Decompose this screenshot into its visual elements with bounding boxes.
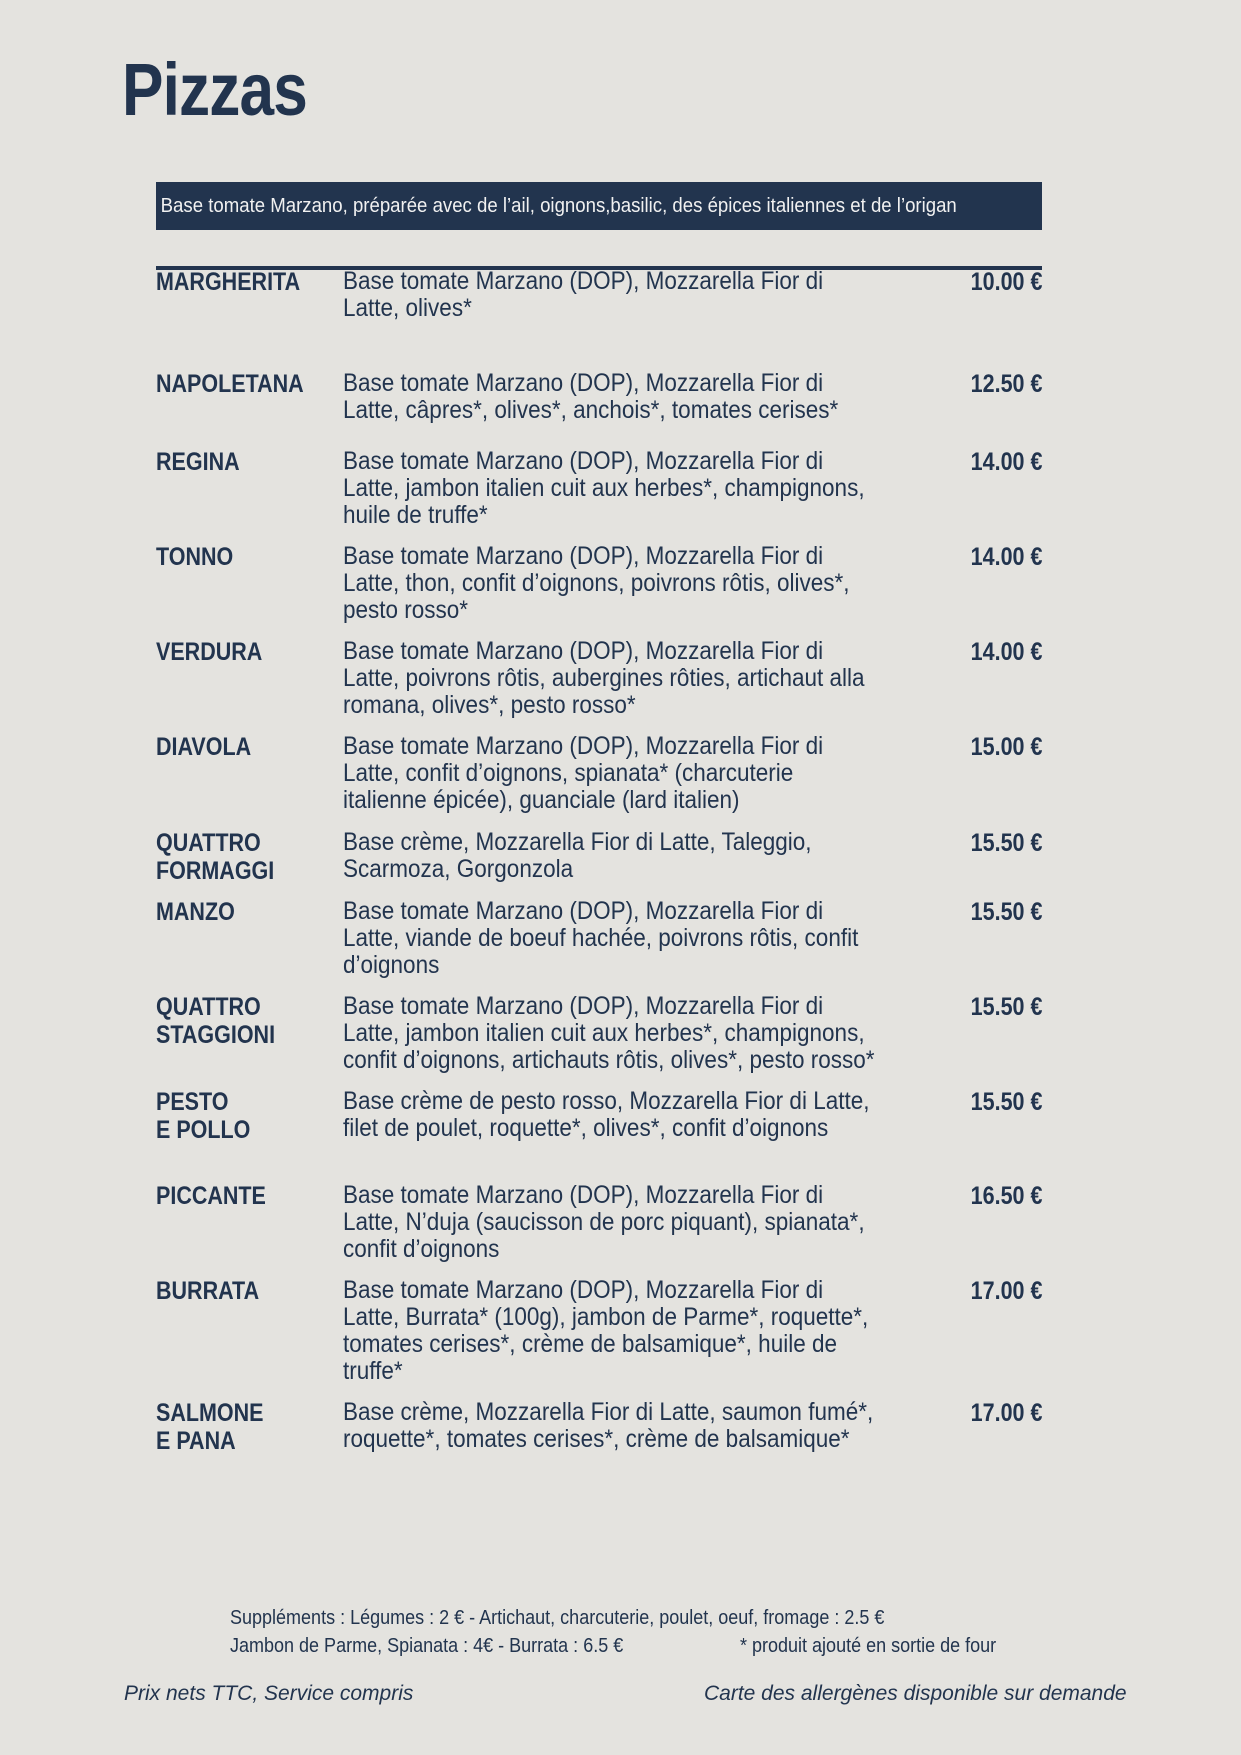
- supplements-line-2: [230, 1632, 1050, 1660]
- item-description: Base tomate Marzano (DOP), Mozzarella Fior di Latte, N’duja (saucisson de porc piquant), spianata*, confit d’oignons: [343, 1181, 865, 1263]
- item-description: Base tomate Marzano (DOP), Mozzarella Fior di Latte, poivrons rôtis, aubergines rôties, artichaut alla romana, olives*, pesto rosso*: [343, 637, 865, 719]
- item-price: 17.00 €: [970, 1277, 1042, 1305]
- asterisk-note: * produit ajouté en sortie de four: [740, 1635, 997, 1657]
- item-name: QUATTRO STAGGIONI: [156, 993, 276, 1049]
- supplements-line-1: [230, 1604, 1050, 1632]
- item-price: 14.00 €: [970, 448, 1042, 476]
- base-description-banner: [156, 182, 1042, 230]
- item-name: VERDURA: [156, 638, 263, 666]
- footer-price-note: Prix nets TTC, Service compris: [124, 1682, 414, 1705]
- item-name: NAPOLETANA: [156, 370, 304, 398]
- supplements-text: Jambon de Parme, Spianata : 4€ - Burrata : 6.5 €: [230, 1635, 624, 1657]
- item-price: 14.00 €: [970, 638, 1042, 666]
- item-price: 10.00 €: [970, 268, 1042, 296]
- item-description: Base crème, Mozzarella Fior di Latte, saumon fumé*, roquette*, tomates cerises*, crème de balsamique*: [343, 1398, 874, 1453]
- item-description: Base tomate Marzano (DOP), Mozzarella Fior di Latte, jambon italien cuit aux herbes*, champignons, confit d’oignons, artichauts rôtis, olives*, pesto rosso*: [343, 992, 875, 1074]
- item-name: PESTO E POLLO: [156, 1088, 251, 1144]
- banner-text: Base tomate Marzano, préparée avec de l’ail, oignons,basilic, des épices italiennes et de l’origan: [160, 195, 957, 217]
- page-title: Pizzas: [122, 48, 307, 131]
- item-name: REGINA: [156, 448, 240, 476]
- item-name: MANZO: [156, 898, 235, 926]
- item-description: Base tomate Marzano (DOP), Mozzarella Fior di Latte, câpres*, olives*, anchois*, tomates cerises*: [343, 369, 839, 424]
- item-description: Base tomate Marzano (DOP), Mozzarella Fior di Latte, viande de boeuf hachée, poivrons rôtis, confit d’oignons: [343, 897, 859, 979]
- item-name: DIAVOLA: [156, 733, 252, 761]
- item-name: BURRATA: [156, 1277, 260, 1305]
- item-price: 15.50 €: [970, 1088, 1042, 1116]
- item-price: 17.00 €: [970, 1399, 1042, 1427]
- item-description: Base crème de pesto rosso, Mozzarella Fior di Latte, filet de poulet, roquette*, olives*, confit d’oignons: [343, 1087, 870, 1142]
- item-price: 15.50 €: [970, 898, 1042, 926]
- item-description: Base tomate Marzano (DOP), Mozzarella Fior di Latte, Burrata* (100g), jambon de Parme*, roquette*, tomates cerises*, crème de balsamique*, huile de truffe*: [343, 1276, 869, 1385]
- item-description: Base tomate Marzano (DOP), Mozzarella Fior di Latte, olives*: [343, 267, 824, 322]
- item-description: Base crème, Mozzarella Fior di Latte, Taleggio, Scarmoza, Gorgonzola: [343, 828, 812, 883]
- item-description: Base tomate Marzano (DOP), Mozzarella Fior di Latte, confit d’oignons, spianata* (charcuterie italienne épicée), guanciale (lard italien): [343, 732, 824, 814]
- item-description: Base tomate Marzano (DOP), Mozzarella Fior di Latte, jambon italien cuit aux herbes*, champignons, huile de truffe*: [343, 447, 865, 529]
- item-price: 15.00 €: [970, 733, 1042, 761]
- item-price: 15.50 €: [970, 829, 1042, 857]
- item-price: 16.50 €: [970, 1182, 1042, 1210]
- item-price: 14.00 €: [970, 543, 1042, 571]
- item-name: QUATTRO FORMAGGI: [156, 829, 275, 885]
- item-name: PICCANTE: [156, 1182, 266, 1210]
- item-description: Base tomate Marzano (DOP), Mozzarella Fior di Latte, thon, confit d’oignons, poivrons rôtis, olives*, pesto rosso*: [343, 542, 850, 624]
- item-price: 12.50 €: [970, 370, 1042, 398]
- item-price: 15.50 €: [970, 993, 1042, 1021]
- item-name: SALMONE E PANA: [156, 1399, 264, 1455]
- supplements-text: Suppléments : Légumes : 2 € - Artichaut, charcuterie, poulet, oeuf, fromage : 2.5 €: [230, 1607, 885, 1629]
- footer-allergens-note: Carte des allergènes disponible sur demande: [704, 1682, 1127, 1705]
- item-name: TONNO: [156, 543, 234, 571]
- item-name: MARGHERITA: [156, 268, 301, 296]
